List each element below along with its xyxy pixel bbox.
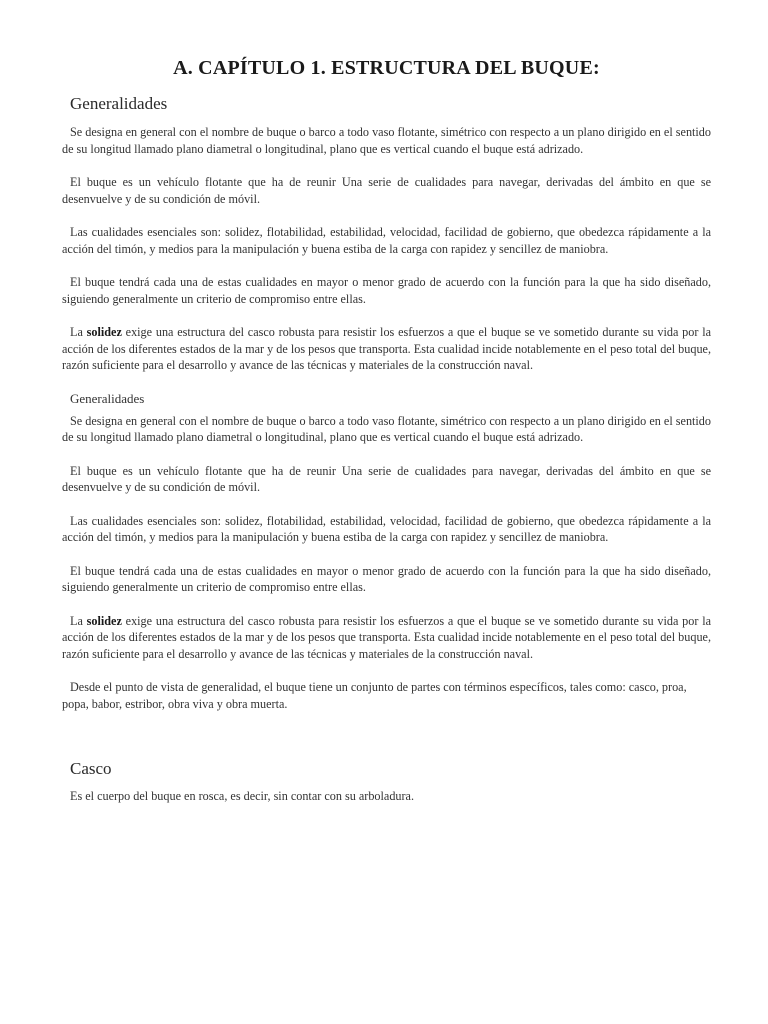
section-heading: Casco <box>70 759 112 778</box>
paragraph: Las cualidades esenciales son: solidez, flotabilidad, estabilidad, velocidad, facilidad de gobierno, que obedezca rápidamente a la acción del timón, y medios para la manipulación y buena estiba de la carga con rapidez y sencillez de maniobra. <box>62 513 711 544</box>
paragraph: El buque es un vehículo flotante que ha de reunir Una serie de cualidades para navegar, derivadas del ámbito en que se desenvuelve y de su condición de móvil. <box>62 175 711 206</box>
section-generalidades-1 <box>62 94 711 374</box>
chapter-title: A. CAPÍTULO 1. ESTRUCTURA DEL BUQUE: <box>173 57 600 79</box>
paragraph: Se designa en general con el nombre de buque o barco a todo vaso flotante, simétrico con respecto a un plano dirigido en el sentido de su longitud llamado plano diametral o longitudinal, plano que es vertical cuando el buque está adrizado. <box>62 125 711 156</box>
paragraph: El buque es un vehículo flotante que ha de reunir Una serie de cualidades para navegar, derivadas del ámbito en que se desenvuelve y de su condición de móvil. <box>62 463 711 494</box>
spacer <box>62 729 711 759</box>
bold-term: solidez <box>86 325 122 339</box>
paragraph-text: exige una estructura del casco robusta para resistir los esfuerzos a que el buque se ve sometido durante su vida por la acción de los diferentes estados de la mar y de los pesos que transporta. Esta cualidad incide notablemente en el peso total del buque, razón suficiente para el desarrollo y avance de las técnicas y materiales de la construcción naval. <box>62 325 711 372</box>
paragraph: El buque tendrá cada una de estas cualidades en mayor o menor grado de acuerdo con la función para la que ha sido diseñado, siguiendo generalmente un criterio de compromiso entre ellas. <box>62 563 711 594</box>
paragraph-text: exige una estructura del casco robusta para resistir los esfuerzos a que el buque se ve sometido durante su vida por la acción de los diferentes estados de la mar y de los pesos que transporta. Esta cualidad incide notablemente en el peso total del buque, razón suficiente para el desarrollo y avance de las técnicas y materiales de la construcción naval. <box>62 613 711 661</box>
paragraph: Desde el punto de vista de generalidad, el buque tiene un conjunto de partes con términos específicos, tales como: casco, proa, popa, babor, estribor, obra viva y obra muerta. <box>62 680 687 711</box>
section-heading: Generalidades <box>70 390 145 406</box>
paragraph-text: La <box>70 325 83 339</box>
section-casco <box>62 759 711 805</box>
paragraph: Se designa en general con el nombre de buque o barco a todo vaso flotante, simétrico con respecto a un plano dirigido en el sentido de su longitud llamado plano diametral o longitudinal, plano que es vertical cuando el buque está adrizado. <box>62 413 711 444</box>
paragraph-text: La <box>70 613 83 628</box>
paragraph-solidez <box>62 324 711 374</box>
paragraph: Es el cuerpo del buque en rosca, es decir, sin contar con su arboladura. <box>70 789 415 803</box>
paragraph: El buque tendrá cada una de estas cualidades en mayor o menor grado de acuerdo con la función para la que ha sido diseñado, siguiendo generalmente un criterio de compromiso entre ellas. <box>62 275 711 306</box>
section-heading: Generalidades <box>70 94 168 113</box>
section-generalidades-2 <box>62 391 711 713</box>
bold-term: solidez <box>86 613 122 628</box>
paragraph: Las cualidades esenciales son: solidez, flotabilidad, estabilidad, velocidad, facilidad de gobierno, que obedezca rápidamente a la acción del timón, y medios para la manipulación y buena estiba de la carga con rapidez y sencillez de maniobra. <box>62 225 711 256</box>
paragraph-solidez <box>62 613 711 663</box>
